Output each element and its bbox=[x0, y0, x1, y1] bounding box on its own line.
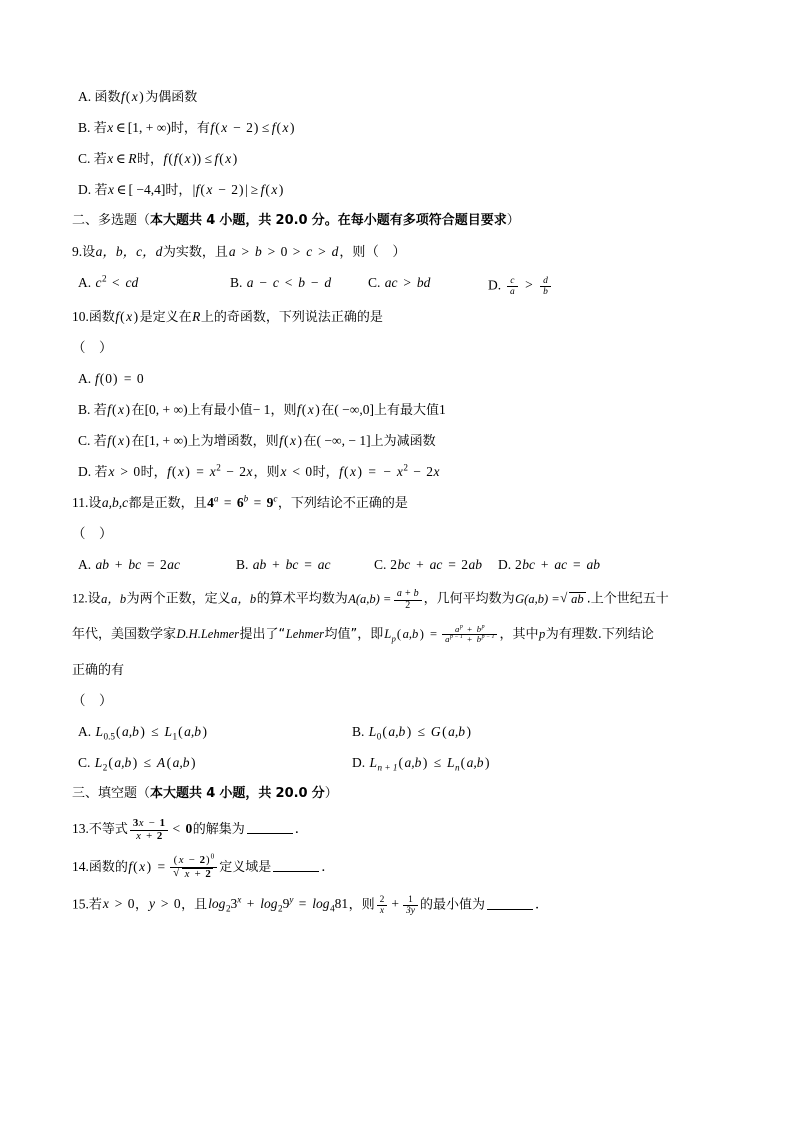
math-var-x: x bbox=[107, 151, 114, 166]
math-rel: ≥ bbox=[250, 182, 259, 197]
opt-e1: f( x ) bbox=[107, 433, 131, 448]
page-content bbox=[72, 90, 740, 935]
math-expr-2: f( x ) bbox=[260, 182, 284, 197]
opt-e5: ( −∞,0] bbox=[334, 402, 374, 417]
opt-e1: x > 0 bbox=[108, 464, 141, 479]
radical-sign: √ bbox=[560, 589, 568, 605]
period: ． bbox=[321, 859, 335, 875]
question-number: 9. bbox=[72, 244, 83, 259]
opt-e2: f( x ) = $x^2 - 2x$ bbox=[167, 462, 253, 479]
fraction-domain-expr bbox=[170, 851, 218, 880]
stem-text-2: 都是正数，且 bbox=[128, 496, 207, 511]
opt-e4: f( x ) = − $x^2 - 2x$ bbox=[339, 462, 440, 479]
period: ． bbox=[294, 821, 309, 837]
fraction-2-over-x bbox=[377, 895, 388, 916]
carryover-option-c bbox=[72, 152, 740, 183]
answer-blank[interactable] bbox=[273, 858, 319, 872]
section-heading-prefix: 二、多选题 bbox=[72, 213, 138, 228]
heading-points: 20.0 bbox=[275, 213, 308, 228]
stem-text-2: 为实数，且 bbox=[162, 245, 228, 260]
stem-t3: 均值”，即 bbox=[324, 627, 384, 643]
question-12-stem-line-1 bbox=[72, 589, 740, 625]
paren-close: ） bbox=[506, 213, 520, 228]
question-number: 13. bbox=[72, 821, 89, 837]
stem-t1: 不等式 bbox=[88, 822, 128, 838]
question-number: 15. bbox=[72, 896, 89, 912]
heading-text-1: 本大题共 bbox=[150, 213, 203, 228]
heading-count: 4 bbox=[206, 786, 216, 801]
option-label: A. bbox=[78, 89, 92, 104]
stem-t5: 为有理数.下列结论 bbox=[545, 627, 654, 643]
section-heading-prefix: 三、填空题 bbox=[72, 786, 138, 801]
opt-e4: ( −∞, − 1] bbox=[316, 433, 371, 448]
opt-t3: 上为增函数，则 bbox=[187, 434, 279, 449]
question-15 bbox=[72, 895, 740, 935]
opt-t2: 在 bbox=[131, 434, 145, 449]
answer-blank[interactable] bbox=[247, 820, 293, 834]
opt-e3: − 1 bbox=[252, 402, 271, 417]
option-label: B. bbox=[78, 120, 91, 135]
sqrt-ab bbox=[560, 589, 587, 606]
frac-denominator bbox=[170, 867, 218, 881]
fraction-1-over-3y bbox=[403, 895, 418, 916]
stem-text-2: 是定义在 bbox=[139, 310, 192, 325]
option-label: C. bbox=[78, 755, 91, 770]
option-text-2: 时， bbox=[137, 152, 164, 167]
opt-e3: x < 0 bbox=[280, 464, 313, 479]
question-12-options-row-1 bbox=[72, 725, 740, 756]
frac-numerator: a + b bbox=[396, 588, 419, 599]
question-11-paren bbox=[72, 527, 740, 558]
stem-text-3: ，则 bbox=[339, 245, 366, 260]
radicand: ab bbox=[571, 591, 584, 606]
math-expr-1: f( x − 2) bbox=[210, 120, 259, 135]
heading-text-3: 分。在每小题有多项符合题目要求 bbox=[311, 213, 507, 228]
plus-op: + bbox=[391, 896, 400, 912]
stem-text-3: 上的奇函数，下列说法正确的是 bbox=[200, 310, 383, 325]
stem-t5: .上个世纪五十 bbox=[586, 591, 669, 607]
heading-points: 20.0 bbox=[275, 786, 308, 801]
carryover-option-b bbox=[72, 121, 740, 152]
stem-text-3: ，下列结论不正确的是 bbox=[277, 496, 408, 511]
stem-text-1: 设 bbox=[82, 245, 96, 260]
option-a bbox=[78, 724, 209, 742]
opt-e6: 1 bbox=[438, 402, 446, 417]
carryover-option-a bbox=[72, 90, 740, 121]
question-10-stem bbox=[72, 310, 740, 341]
stem-vars-1: a，b bbox=[101, 591, 127, 606]
frac-denominator: x bbox=[377, 905, 388, 916]
option-d bbox=[352, 755, 491, 773]
opt-t5: 上为减函数 bbox=[370, 434, 436, 449]
frac-numerator: 1 bbox=[408, 895, 413, 905]
option-text-2: 为偶函数 bbox=[145, 90, 198, 105]
option-expr: $\frac{c}{a}$ > $\frac{d}{b}$ bbox=[505, 277, 554, 292]
stem-t1: 函数的 bbox=[88, 860, 128, 876]
opt-e1: f( x ) bbox=[107, 402, 131, 417]
math-in-op: ∈ bbox=[115, 151, 126, 166]
opt-t2: 时， bbox=[140, 465, 167, 480]
period: ． bbox=[534, 896, 549, 912]
stem-t4: ，则 bbox=[348, 897, 375, 913]
option-label: D. bbox=[78, 464, 92, 479]
math-var-p: p bbox=[539, 627, 546, 642]
heading-text-3: 分 bbox=[311, 786, 325, 801]
section-two-heading bbox=[72, 214, 740, 245]
option-expr: ab + bc = ac bbox=[252, 557, 331, 572]
cond-y: y > 0 bbox=[149, 896, 181, 912]
option-label: C. bbox=[374, 557, 387, 572]
opt-t5: 在 bbox=[321, 403, 335, 418]
math-interval: [1, + ∞) bbox=[127, 120, 171, 135]
math-rel: < 0 bbox=[172, 821, 193, 837]
math-set-r: R bbox=[128, 151, 137, 166]
question-10-option-a bbox=[72, 372, 740, 403]
stem-t3: ，且 bbox=[181, 897, 208, 913]
radicand: x + 2 bbox=[182, 868, 213, 881]
stem-t4: ，几何平均数为 bbox=[423, 591, 515, 607]
frac-numerator: $a^p + b^p$ bbox=[455, 624, 485, 634]
option-expr: $L_{0.5}$( a,b ) ≤ $L_1$( a,b ) bbox=[95, 724, 208, 742]
question-14 bbox=[72, 851, 740, 895]
stem-vars: a，b，c，d bbox=[95, 244, 163, 259]
math-fx-def: f( x ) = bbox=[128, 859, 166, 875]
question-number: 11. bbox=[72, 495, 89, 510]
question-12-stem-line-3 bbox=[72, 663, 740, 694]
heading-text-2: 小题，共 bbox=[219, 213, 272, 228]
option-expr: ac > bd bbox=[384, 275, 431, 290]
option-label: C. bbox=[78, 151, 91, 166]
opt-e2: [0, + ∞) bbox=[144, 402, 188, 417]
opt-e4: f( x ) bbox=[296, 402, 320, 417]
mean-name: Lehmer bbox=[285, 627, 324, 642]
question-11-stem bbox=[72, 493, 740, 527]
stem-t2: 定义域是 bbox=[219, 860, 272, 876]
option-expr: $c^2$ < cd bbox=[95, 273, 139, 290]
stem-text-1: 函数 bbox=[88, 310, 115, 325]
option-expr: $L_{n + 1}$( a,b ) ≤ $L_n$( a,b ) bbox=[369, 755, 490, 773]
option-expr: $L_0$( a,b ) ≤ G ( a,b ) bbox=[368, 724, 472, 742]
stem-t2: 为两个正数，定义 bbox=[126, 591, 231, 607]
option-label: B. bbox=[78, 402, 91, 417]
stem-t5: 的最小值为 bbox=[419, 897, 485, 913]
question-10-option-b bbox=[72, 403, 740, 434]
math-expr-1: |f( x − 2)| bbox=[191, 182, 249, 197]
stem-text-1: 设 bbox=[88, 496, 102, 511]
opt-t4: 时， bbox=[312, 465, 339, 480]
opt-t3: ，则 bbox=[253, 465, 280, 480]
math-fx: f( x ) bbox=[121, 89, 144, 104]
log-equation: $\log_23^x + \log_29^y = \log_481$ bbox=[208, 894, 349, 915]
paren-close: ） bbox=[324, 786, 338, 801]
fraction-lehmer bbox=[442, 625, 498, 645]
question-10-option-c bbox=[72, 434, 740, 465]
frac-denominator: x + 2 bbox=[130, 830, 168, 843]
math-var-x: x bbox=[107, 120, 114, 135]
stem-t4: ，其中 bbox=[499, 627, 539, 643]
option-label: B. bbox=[236, 557, 249, 572]
math-A-def: A(a,b) = bbox=[348, 591, 392, 606]
section-three-heading bbox=[72, 787, 740, 818]
paren-open: （ bbox=[137, 786, 151, 801]
answer-paren: （ ） bbox=[72, 526, 113, 541]
option-text: 若 bbox=[94, 183, 108, 198]
opt-t1: 若 bbox=[94, 465, 108, 480]
question-10-option-d bbox=[72, 462, 740, 496]
fraction-d-over-b: $\frac{d}{b}$ bbox=[540, 276, 551, 297]
answer-blank[interactable] bbox=[487, 896, 533, 910]
option-label: A. bbox=[78, 557, 92, 572]
heading-count: 4 bbox=[206, 213, 216, 228]
option-b bbox=[352, 724, 473, 742]
option-c bbox=[78, 755, 197, 773]
math-expr-2: f( x ) bbox=[214, 151, 238, 166]
carryover-option-d bbox=[72, 183, 740, 214]
question-13 bbox=[72, 818, 740, 855]
question-number: 10. bbox=[72, 309, 89, 324]
question-9-stem bbox=[72, 245, 740, 276]
math-expr-2: f( x ) bbox=[271, 120, 295, 135]
opt-t2: 在 bbox=[131, 403, 145, 418]
math-expr-1: f(f( x )) bbox=[163, 151, 202, 166]
option-label: C. bbox=[368, 275, 381, 290]
heading-text-1: 本大题共 bbox=[150, 786, 203, 801]
fraction-a-plus-b-over-2 bbox=[394, 589, 422, 612]
frac-denominator: $a^{p - 1} + b^{p - 1}$ bbox=[442, 634, 498, 644]
question-12-options-row-2 bbox=[72, 756, 740, 787]
mathematician-name: D.H.Lehmer bbox=[176, 627, 240, 642]
option-text-3: 有 bbox=[196, 121, 210, 136]
math-L-def: $L_p$( a,b ) = bbox=[384, 627, 438, 644]
stem-t2: 的解集为 bbox=[192, 822, 245, 838]
frac-numerator: 3x − 1 bbox=[132, 817, 165, 829]
option-label: A. bbox=[78, 371, 92, 386]
option-label: A. bbox=[78, 275, 92, 290]
option-expr: a − c < b − d bbox=[246, 275, 332, 290]
opt-t1: 若 bbox=[93, 403, 107, 418]
fraction-c-over-a: $\frac{c}{a}$ bbox=[507, 276, 518, 297]
option-text: 函数 bbox=[94, 90, 121, 105]
option-label: B. bbox=[230, 275, 243, 290]
fraction-3x-1-over-x-2 bbox=[130, 818, 168, 842]
option-label: B. bbox=[352, 724, 365, 739]
stem-t2: 提出了“ bbox=[239, 627, 286, 643]
question-9-options bbox=[72, 273, 740, 310]
opt-e2: [1, + ∞) bbox=[144, 433, 188, 448]
opt-t1: 若 bbox=[93, 434, 107, 449]
option-label: C. bbox=[78, 433, 91, 448]
question-10-paren bbox=[72, 341, 740, 372]
option-expr: f(0) = 0 bbox=[95, 371, 144, 386]
question-number: 12. bbox=[72, 591, 88, 606]
option-a bbox=[78, 273, 139, 290]
option-expr: ab + bc = 2ac bbox=[95, 557, 180, 572]
frac-denominator: 2 bbox=[394, 600, 422, 612]
stem-t1: 若 bbox=[88, 897, 102, 913]
math-interval: [ −4,4] bbox=[128, 182, 166, 197]
stem-t2: ， bbox=[135, 897, 149, 913]
sqrt-x-plus-2 bbox=[173, 868, 214, 881]
heading-text-2: 小题，共 bbox=[219, 786, 272, 801]
opt-t3: 上有最小值 bbox=[187, 403, 253, 418]
option-text-2: 时， bbox=[170, 121, 197, 136]
option-a bbox=[78, 558, 181, 572]
math-in-op: ∈ bbox=[115, 120, 126, 135]
math-var-x: x bbox=[108, 182, 115, 197]
question-12-stem-line-2 bbox=[72, 625, 740, 663]
option-c bbox=[368, 276, 431, 290]
question-12-paren bbox=[72, 694, 740, 725]
option-expr: 2bc + ac = 2ab bbox=[390, 557, 483, 572]
question-number: 14. bbox=[72, 859, 89, 875]
radical-sign: √ bbox=[173, 866, 180, 879]
option-label: A. bbox=[78, 724, 92, 739]
frac-numerator: ( x − 2)$^0$ bbox=[173, 851, 215, 866]
option-text: 若 bbox=[93, 152, 107, 167]
frac-denominator: 3y bbox=[403, 905, 418, 916]
stem-equation: 4$^a$ = 6$^b$ = 9$^c$ bbox=[207, 493, 278, 510]
frac-numerator: 2 bbox=[379, 895, 385, 905]
option-d bbox=[498, 558, 601, 572]
stem-t1: 年代，美国数学家 bbox=[72, 627, 177, 643]
option-label: D. bbox=[352, 755, 366, 770]
cond-x: x > 0 bbox=[102, 896, 135, 912]
opt-t4: 在 bbox=[303, 434, 317, 449]
stem-fx: f( x ) bbox=[115, 309, 139, 324]
option-text-2: 时， bbox=[165, 183, 192, 198]
answer-paren: （ ） bbox=[72, 340, 113, 355]
stem-t6: 正确的有 bbox=[72, 663, 125, 678]
option-expr: 2bc + ac = ab bbox=[515, 557, 600, 572]
math-in-op: ∈ bbox=[116, 182, 127, 197]
stem-t1: 设 bbox=[87, 591, 101, 607]
opt-e3: f( x ) bbox=[279, 433, 302, 448]
option-label: D. bbox=[488, 277, 502, 293]
option-c bbox=[374, 558, 483, 572]
option-b bbox=[230, 276, 332, 290]
answer-paren: （ ） bbox=[365, 244, 406, 259]
stem-set-r: R bbox=[192, 309, 201, 324]
option-text: 若 bbox=[93, 121, 107, 136]
stem-vars: a,b,c bbox=[101, 495, 129, 510]
math-G-def: G(a,b) = bbox=[515, 591, 560, 606]
stem-inequality: a > b > 0 > c > d bbox=[228, 244, 339, 259]
question-11-options bbox=[72, 558, 740, 589]
option-expr: $L_2$( a,b ) ≤ A ( a,b ) bbox=[94, 755, 196, 773]
opt-t4: ，则 bbox=[270, 403, 297, 418]
paren-open: （ bbox=[137, 213, 151, 228]
stem-t3: 的算术平均数为 bbox=[256, 591, 348, 607]
option-label: D. bbox=[78, 182, 92, 197]
opt-t6: 上有最大值 bbox=[373, 403, 439, 418]
math-rel: ≤ bbox=[204, 151, 212, 166]
answer-paren: （ ） bbox=[72, 693, 113, 708]
option-b bbox=[236, 558, 332, 572]
option-label: D. bbox=[498, 557, 512, 572]
math-rel: ≤ bbox=[261, 120, 270, 135]
option-d bbox=[488, 276, 553, 297]
stem-vars-2: a，b bbox=[231, 591, 257, 606]
